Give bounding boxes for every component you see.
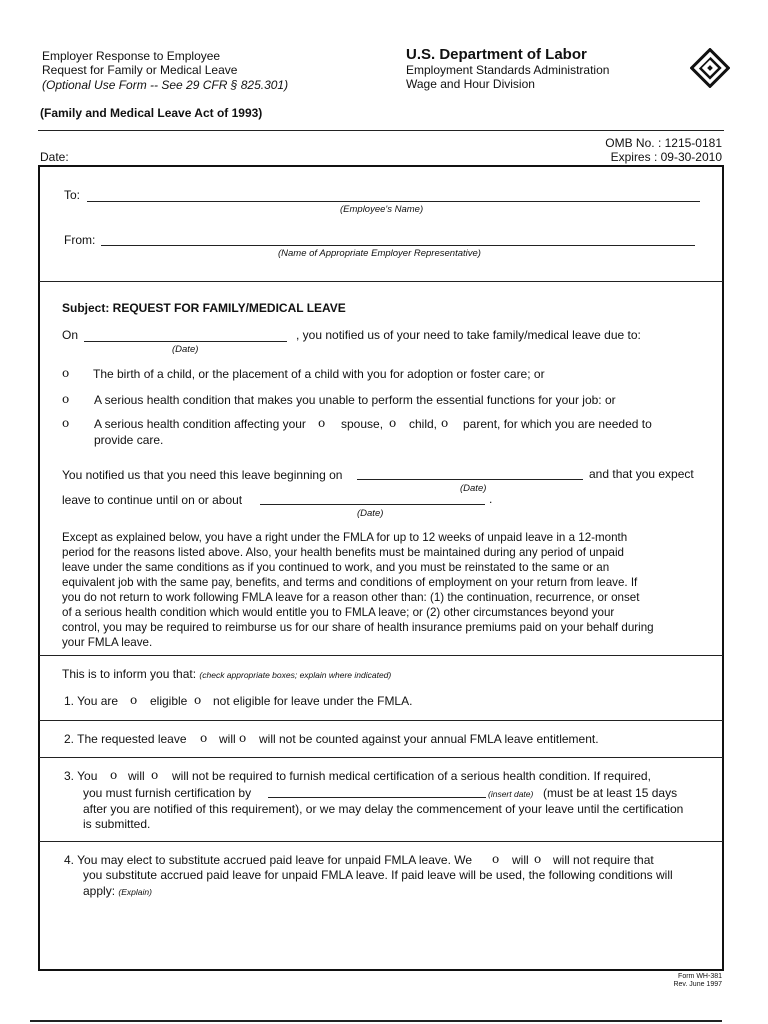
leave-until-period: .: [489, 492, 493, 506]
date-label: Date:: [40, 150, 69, 164]
expiration-date: Expires : 09-30-2010: [610, 150, 722, 164]
leave-begin-date-caption: (Date): [460, 483, 487, 494]
inform-intro-text: This is to inform you that:: [62, 667, 197, 681]
cert-deadline-text: you must furnish certification by: [83, 786, 252, 800]
revision-date: Rev. June 1997: [673, 981, 722, 988]
cert-deadline-date-field[interactable]: [268, 797, 486, 798]
act-title: (Family and Medical Leave Act of 1993): [40, 106, 263, 120]
paid-leave-will-not-radio[interactable]: o: [534, 852, 542, 866]
on-label: On: [62, 328, 79, 342]
counted-will-label: will: [219, 732, 236, 746]
division-name: Wage and Hour Division: [406, 77, 535, 91]
form-citation: (Optional Use Form -- See 29 CFR § 825.301): [42, 78, 289, 92]
cert-will-not-radio[interactable]: o: [151, 768, 159, 782]
fmla-rights-paragraph: [62, 530, 722, 650]
notice-date-field[interactable]: [84, 341, 287, 342]
fmla-rights-line: Except as explained below, you have a right under the FMLA for up to 12 weeks of unpaid leave in a 12-month: [62, 531, 628, 544]
fmla-rights-line: control, you may be required to reimburse us for our share of health insurance premiums paid on your behalf during: [62, 621, 654, 634]
form-number: Form WH-381: [678, 973, 722, 980]
cert-submitted-text: is submitted.: [83, 817, 151, 831]
cert-will-radio[interactable]: o: [110, 768, 118, 782]
notice-date-caption: (Date): [172, 344, 199, 355]
eligible-label: eligible: [150, 694, 188, 708]
parent-radio[interactable]: o: [441, 416, 449, 430]
item1-text: 1. You are: [64, 694, 119, 708]
apply-label: apply:: [83, 884, 116, 898]
reason3-text-cont: provide care.: [94, 433, 164, 447]
fmla-rights-line: equivalent job with the same pay, benefits, and terms and conditions of employment on your return from leave. If: [62, 576, 638, 589]
inform-intro-note: (check appropriate boxes; explain where indicated): [199, 670, 392, 680]
counted-will-not-radio[interactable]: o: [239, 731, 247, 745]
counted-will-not-label: will not be counted against your annual FMLA leave entitlement.: [259, 732, 599, 746]
leave-begin-date-field[interactable]: [357, 479, 583, 480]
fmla-rights-line: of a serious health condition which would entitle you to FMLA leave; or (2) other circumstances beyond your: [62, 606, 615, 619]
subject-heading: Subject: REQUEST FOR FAMILY/MEDICAL LEAVE: [62, 301, 346, 315]
eligible-radio[interactable]: o: [130, 693, 138, 707]
not-eligible-label: not eligible for leave under the FMLA.: [213, 694, 413, 708]
paid-leave-will-label: will: [512, 853, 529, 867]
section-divider-4: [39, 757, 723, 758]
footer-rule: [30, 1020, 722, 1022]
leave-end-date-caption: (Date): [357, 508, 384, 519]
paid-leave-will-not-label: will not require that: [553, 853, 654, 867]
to-label: To:: [64, 188, 81, 202]
dol-logo-icon: [690, 48, 730, 88]
paid-leave-will-radio[interactable]: o: [492, 852, 500, 866]
cert-will-not-label: will not be required to furnish medical certification of a serious health condition. If required,: [172, 769, 651, 783]
leave-end-date-field[interactable]: [260, 504, 485, 505]
department-name: U.S. Department of Labor: [406, 46, 587, 63]
cert-min-days-text: (must be at least 15 days: [543, 786, 678, 800]
explain-caption: (Explain): [118, 887, 152, 897]
omb-number: OMB No. : 1215-0181: [605, 136, 722, 150]
header-divider: [38, 130, 724, 131]
section-divider-2: [39, 655, 723, 656]
item2-text: 2. The requested leave: [64, 732, 187, 746]
employer-rep-caption: (Name of Appropriate Employer Representative): [278, 248, 481, 259]
fmla-rights-line: your FMLA leave.: [62, 636, 153, 649]
cert-insert-date-caption: (insert date): [488, 789, 534, 799]
reason3-radio[interactable]: o: [62, 416, 70, 430]
paid-leave-apply: [83, 884, 152, 899]
employee-name-caption: (Employee's Name): [340, 204, 424, 215]
fmla-rights-line: you do not return to work following FMLA leave for a reason other than: (1) the continuation, recurrence, or onset: [62, 591, 640, 604]
cert-delay-text: after you are notified of this requirement), or we may delay the commencement of your leave until the certification: [83, 802, 684, 816]
from-label: From:: [64, 233, 96, 247]
section-divider-1: [39, 281, 723, 282]
agency-name: Employment Standards Administration: [406, 63, 610, 77]
leave-until-text: leave to continue until on or about: [62, 493, 243, 507]
cert-will-label: will: [128, 769, 145, 783]
paid-leave-text: you substitute accrued paid leave for unpaid FMLA leave. If paid leave will be used, the following conditions will: [83, 868, 673, 882]
reason2-radio[interactable]: o: [62, 392, 70, 406]
child-label: child,: [409, 417, 438, 431]
reason2-text: A serious health condition that makes you unable to perform the essential functions for your job: or: [94, 393, 616, 407]
reason1-radio[interactable]: o: [62, 366, 70, 380]
item3-text: 3. You: [64, 769, 98, 783]
not-eligible-radio[interactable]: o: [194, 693, 202, 707]
spouse-radio[interactable]: o: [318, 416, 326, 430]
fmla-rights-line: leave under the same conditions as if you continued to work, and you must be reinstated to the same or an: [62, 561, 610, 574]
section-divider-3: [39, 720, 723, 721]
counted-will-radio[interactable]: o: [200, 731, 208, 745]
form-title-line1: Employer Response to Employee: [42, 49, 221, 63]
reason1-text: The birth of a child, or the placement of a child with you for adoption or foster care; or: [93, 367, 545, 381]
leave-expect-text: and that you expect: [589, 467, 694, 481]
parent-label: parent, for which you are needed to: [463, 417, 652, 431]
reason3-text: A serious health condition affecting your: [94, 417, 306, 431]
item4-text: 4. You may elect to substitute accrued paid leave for unpaid FMLA leave. We: [64, 853, 473, 867]
spouse-label: spouse,: [341, 417, 384, 431]
child-radio[interactable]: o: [389, 416, 397, 430]
inform-intro: [62, 667, 391, 682]
notice-text: , you notified us of your need to take family/medical leave due to:: [296, 328, 641, 342]
fmla-rights-line: period for the reasons listed above. Also, your health benefits must be maintained during any period of unpaid: [62, 546, 625, 559]
employer-rep-field[interactable]: [101, 245, 695, 246]
section-divider-5: [39, 841, 723, 842]
employee-name-field[interactable]: [87, 201, 700, 202]
form-title-line2: Request for Family or Medical Leave: [42, 63, 238, 77]
leave-begin-text: You notified us that you need this leave beginning on: [62, 468, 343, 482]
